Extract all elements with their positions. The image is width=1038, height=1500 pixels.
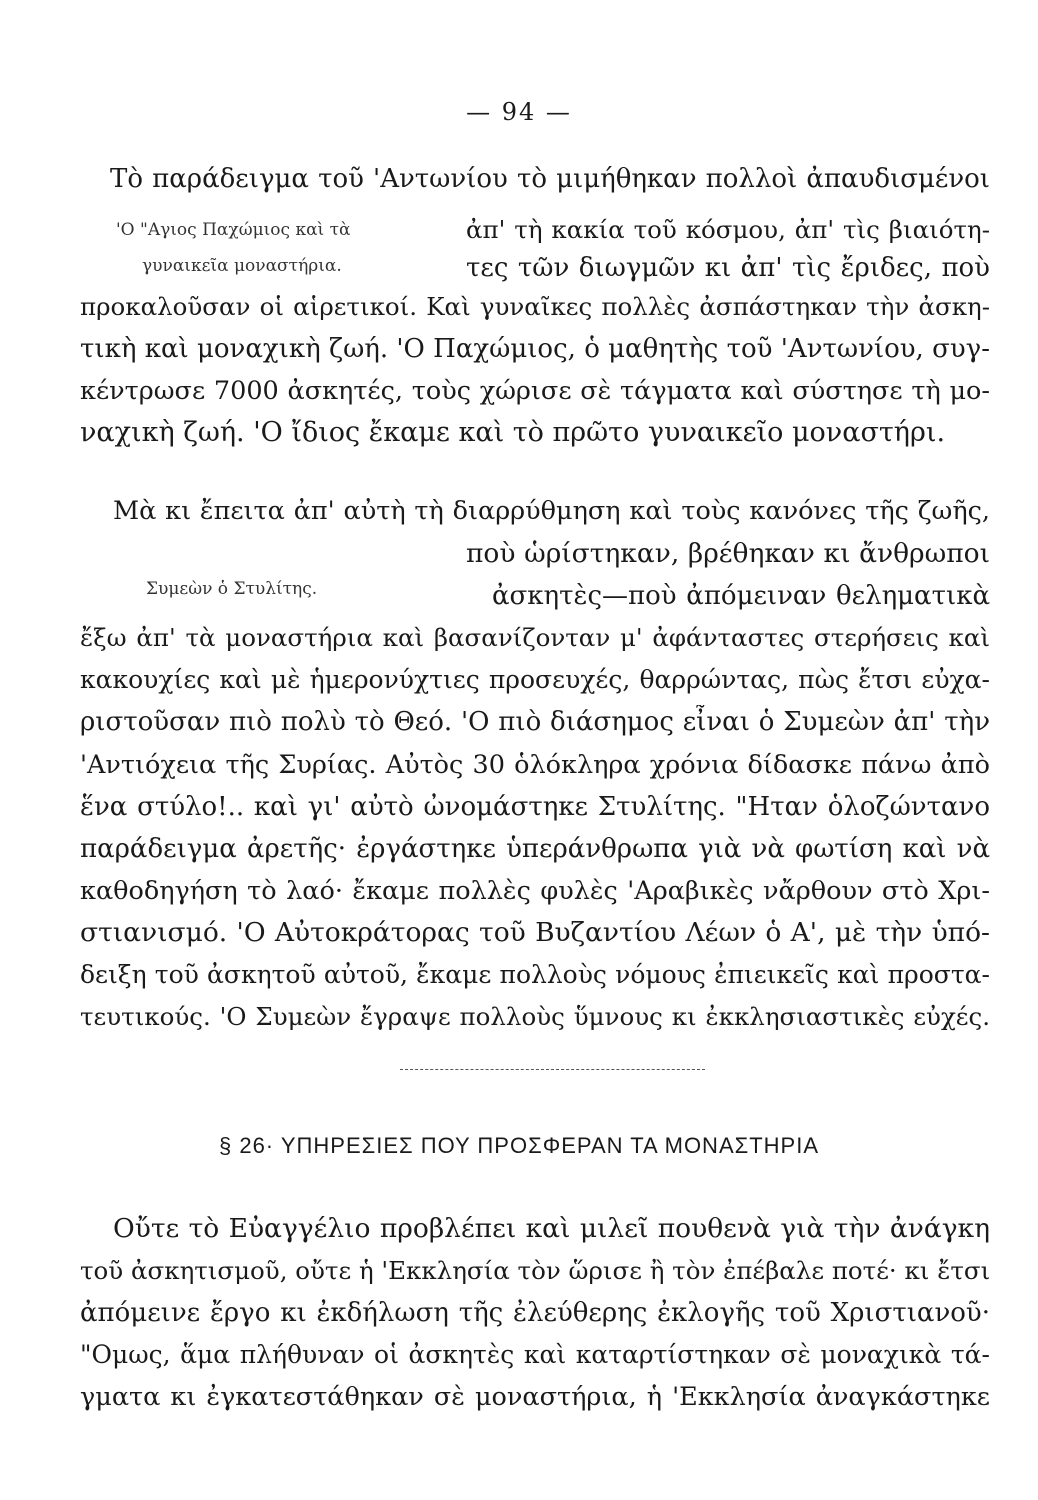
paragraph-line: ἕνα στύλο!.. καὶ γι' αὐτὸ ὠνομάστηκε Στυλίτης. "Ηταν ὁλοζώντανο bbox=[80, 792, 990, 822]
paragraph-line: τες τῶν διωγμῶν κι ἀπ' τὶς ἔριδες, ποὺ bbox=[466, 253, 990, 283]
paragraph-line: Μὰ κι ἔπειτα ἀπ' αὐτὴ τὴ διαρρύθμηση καὶ τοὺς κανόνες τῆς ζωῆς, bbox=[113, 496, 990, 526]
paragraph-line: παράδειγμα ἀρετῆς· ἐργάστηκε ὑπεράνθρωπα γιὰ νὰ φωτίση καὶ νὰ bbox=[80, 834, 990, 864]
section-divider bbox=[400, 1069, 705, 1070]
paragraph-line: τευτικούς. 'Ο Συμεὼν ἔγραψε πολλοὺς ὕμνους κι ἐκκλησιαστικὲς εὐχές. bbox=[80, 1002, 990, 1031]
paragraph-line: Οὔτε τὸ Εὐαγγέλιο προβλέπει καὶ μιλεῖ πουθενὰ γιὰ τὴν ἀνάγκη bbox=[113, 1213, 990, 1244]
paragraph-line: κακουχίες καὶ μὲ ἡμερονύχτιες προσευχές, θαρρώντας, πὼς ἔτσι εὐχα- bbox=[80, 665, 990, 694]
paragraph-line: ναχικὴ ζωή. 'Ο ἴδιος ἔκαμε καὶ τὸ πρῶτο γυναικεῖο μοναστήρι. bbox=[80, 417, 946, 448]
paragraph-line: προκαλοῦσαν οἱ αἱρετικοί. Καὶ γυναῖκες πολλὲς ἀσπάστηκαν τὴν ἀσκη- bbox=[80, 292, 990, 321]
paragraph-line: στιανισμό. 'Ο Αὐτοκράτορας τοῦ Βυζαντίου Λέων ὁ Α', μὲ τὴν ὑπό- bbox=[80, 917, 990, 948]
paragraph-line: τοῦ ἀσκητισμοῦ, οὔτε ἡ 'Εκκλησία τὸν ὥρισε ἢ τὸν ἐπέβαλε ποτέ· κι ἔτσι bbox=[80, 1256, 990, 1285]
paragraph-line: ριστοῦσαν πιὸ πολὺ τὸ Θεό. 'Ο πιὸ διάσημος εἶναι ὁ Συμεὼν ἀπ' τὴν bbox=[80, 707, 990, 737]
section-heading: § 26· ΥΠΗΡΕΣΙΕΣ ΠΟΥ ΠΡΟΣΦΕΡΑΝ ΤΑ ΜΟΝΑΣΤΗΡΙΑ bbox=[218, 1133, 819, 1158]
paragraph-line: "Ομως, ἅμα πλήθυναν οἱ ἀσκητὲς καὶ καταρτίστηκαν σὲ μοναχικὰ τά- bbox=[80, 1340, 990, 1369]
page-number: — 94 — bbox=[466, 98, 572, 126]
paragraph-line: δειξη τοῦ ἀσκητοῦ αὐτοῦ, ἔκαμε πολλοὺς νόμους ἐπιεικεῖς καὶ προστα- bbox=[80, 960, 990, 989]
paragraph-line: 'Αντιόχεια τῆς Συρίας. Αὐτὸς 30 ὁλόκληρα χρόνια δίδασκε πάνω ἀπὸ bbox=[80, 750, 990, 780]
paragraph-line: τικὴ καὶ μοναχικὴ ζωή. 'Ο Παχώμιος, ὁ μαθητὴς τοῦ 'Αντωνίου, συγ- bbox=[80, 334, 990, 364]
margin-note: 'Ο "Αγιος Παχώμιος καὶ τὰ bbox=[116, 220, 351, 240]
paragraph-line: ποὺ ὡρίστηκαν, βρέθηκαν κι ἄνθρωποι bbox=[466, 538, 990, 569]
paragraph-line: ἔξω ἀπ' τὰ μοναστήρια καὶ βασανίζονταν μ' ἀφάνταστες στερήσεις καὶ bbox=[80, 623, 990, 652]
paragraph-line: ἀσκητὲς—ποὺ ἀπόμειναν θεληματικὰ bbox=[492, 581, 990, 611]
paragraph-line: ἀπ' τὴ κακία τοῦ κόσμου, ἀπ' τὶς βιαιότη- bbox=[466, 215, 990, 244]
paragraph-line: Τὸ παράδειγμα τοῦ 'Αντωνίου τὸ μιμήθηκαν πολλοὶ ἀπαυδισμένοι bbox=[110, 164, 990, 194]
paragraph-line: καθοδηγήση τὸ λαό· ἔκαμε πολλὲς φυλὲς 'Αραβικὲς νἄρθουν στὸ Χρι- bbox=[80, 876, 990, 906]
paragraph-line: γματα κι ἐγκατεστάθηκαν σὲ μοναστήρια, ἡ 'Εκκλησία ἀναγκάστηκε bbox=[80, 1382, 990, 1412]
paragraph-line: ἀπόμεινε ἔργο κι ἐκδήλωση τῆς ἐλεύθερης ἐκλογῆς τοῦ Χριστιανοῦ· bbox=[80, 1298, 990, 1328]
margin-note: Συμεὼν ὁ Στυλίτης. bbox=[146, 579, 318, 599]
paragraph-line: κέντρωσε 7000 ἀσκητές, τοὺς χώρισε σὲ τάγματα καὶ σύστησε τὴ μο- bbox=[80, 376, 990, 406]
margin-note: γυναικεῖα μοναστήρια. bbox=[142, 256, 342, 276]
